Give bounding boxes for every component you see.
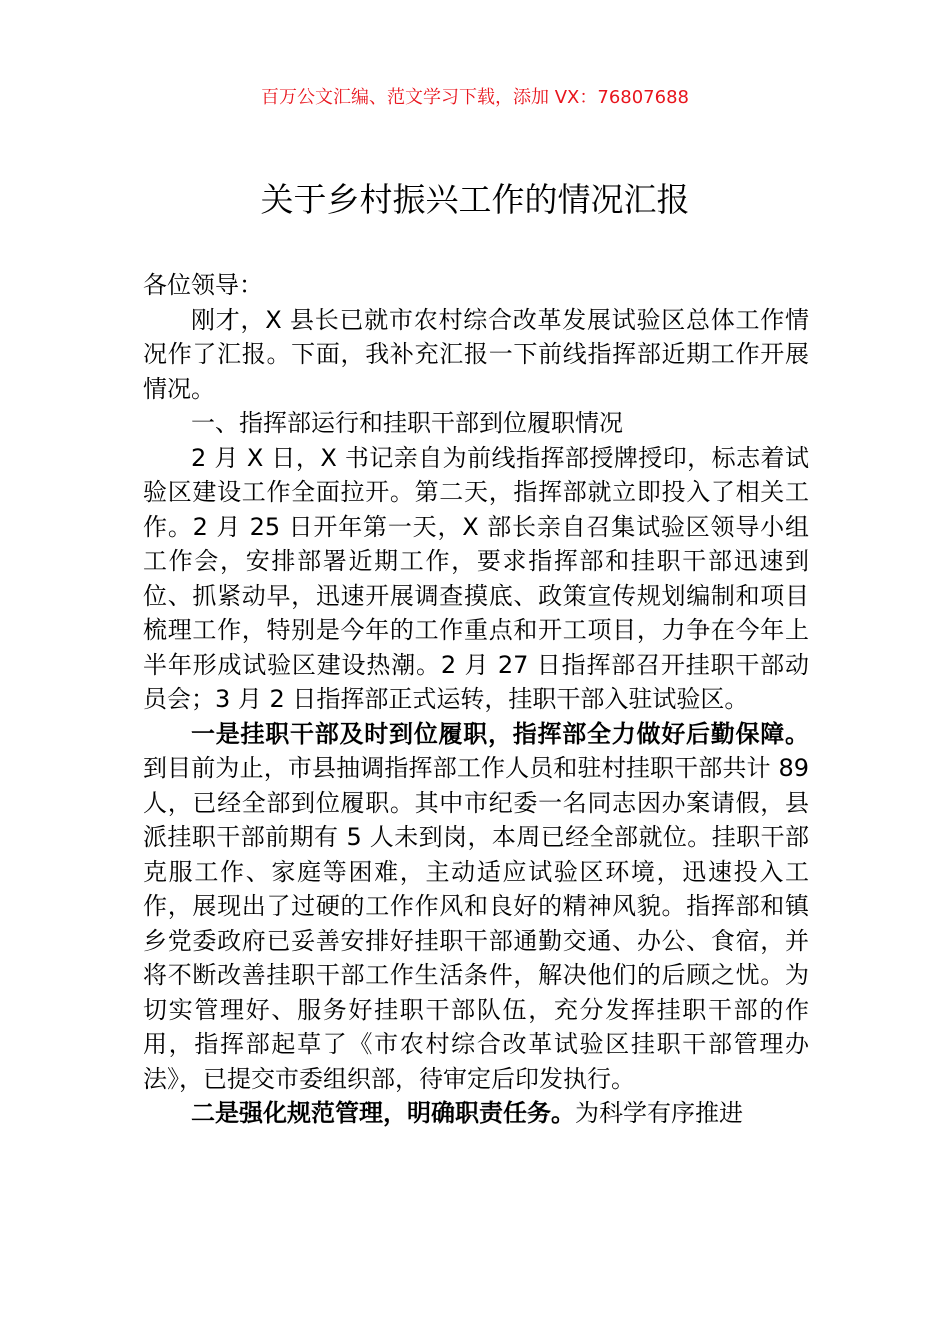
intro-paragraph: 刚才，X 县长已就市农村综合改革发展试验区总体工作情况作了汇报。下面，我补充汇报一下前线指挥部近期工作开展情况。 [143, 305, 809, 403]
document-title: 关于乡村振兴工作的情况汇报 [260, 180, 690, 219]
header-watermark-note: 百万公文汇编、范文学习下载，添加 VX：76807688 [261, 87, 689, 108]
section-heading: 一、指挥部运行和挂职干部到位履职情况 [191, 409, 623, 437]
point-paragraph [143, 717, 809, 1097]
point-body: 为科学有序推进 [575, 1099, 743, 1127]
paragraph: 2 月 X 日，X 书记亲自为前线指挥部授牌授印，标志着试验区建设工作全面拉开。第二天，指挥部就立即投入了相关工作。2 月 25 日开年第一天，X 部长亲自召集试验区领导小组工作会，安排部署近期工作，要求指挥部和挂职干部迅速到位、抓紧动早，迅速开展调查摸底、政策宣传规划编制和项目梳理工作，特别是今年的工作重点和开工项目，力争在今年上半年形成试验区建设热潮。2 月 27 日指挥部召开挂职干部动员会；3 月 2 日指挥部正式运转，挂职干部入驻试验区。 [143, 443, 809, 713]
document-body [143, 268, 809, 1131]
point-lead: 一是挂职干部及时到位履职，指挥部全力做好后勤保障。 [191, 719, 809, 748]
point-paragraph [143, 1096, 809, 1131]
point-lead: 二是强化规范管理，明确职责任务。 [191, 1099, 575, 1127]
salutation: 各位领导： [143, 271, 263, 299]
point-body: 到目前为止，市县抽调指挥部工作人员和驻村挂职干部共计 89 人，已经全部到位履职。其中市纪委一名同志因办案请假，县派挂职干部前期有 5 人未到岗，本周已经全部就位。挂职干部克服工作、家庭等困难，主动适应试验区环境，迅速投入工作，展现出了过硬的工作作风和良好的精神风貌。指挥部和镇乡党委政府已妥善安排好挂职干部通勤交通、办公、食宿，并将不断改善挂职干部工作生活条件，解决他们的后顾之忧。为切实管理好、服务好挂职干部队伍，充分发挥挂职干部的作用，指挥部起草了《市农村综合改革试验区挂职干部管理办法》，已提交市委组织部，待审定后印发执行。 [143, 754, 809, 1093]
